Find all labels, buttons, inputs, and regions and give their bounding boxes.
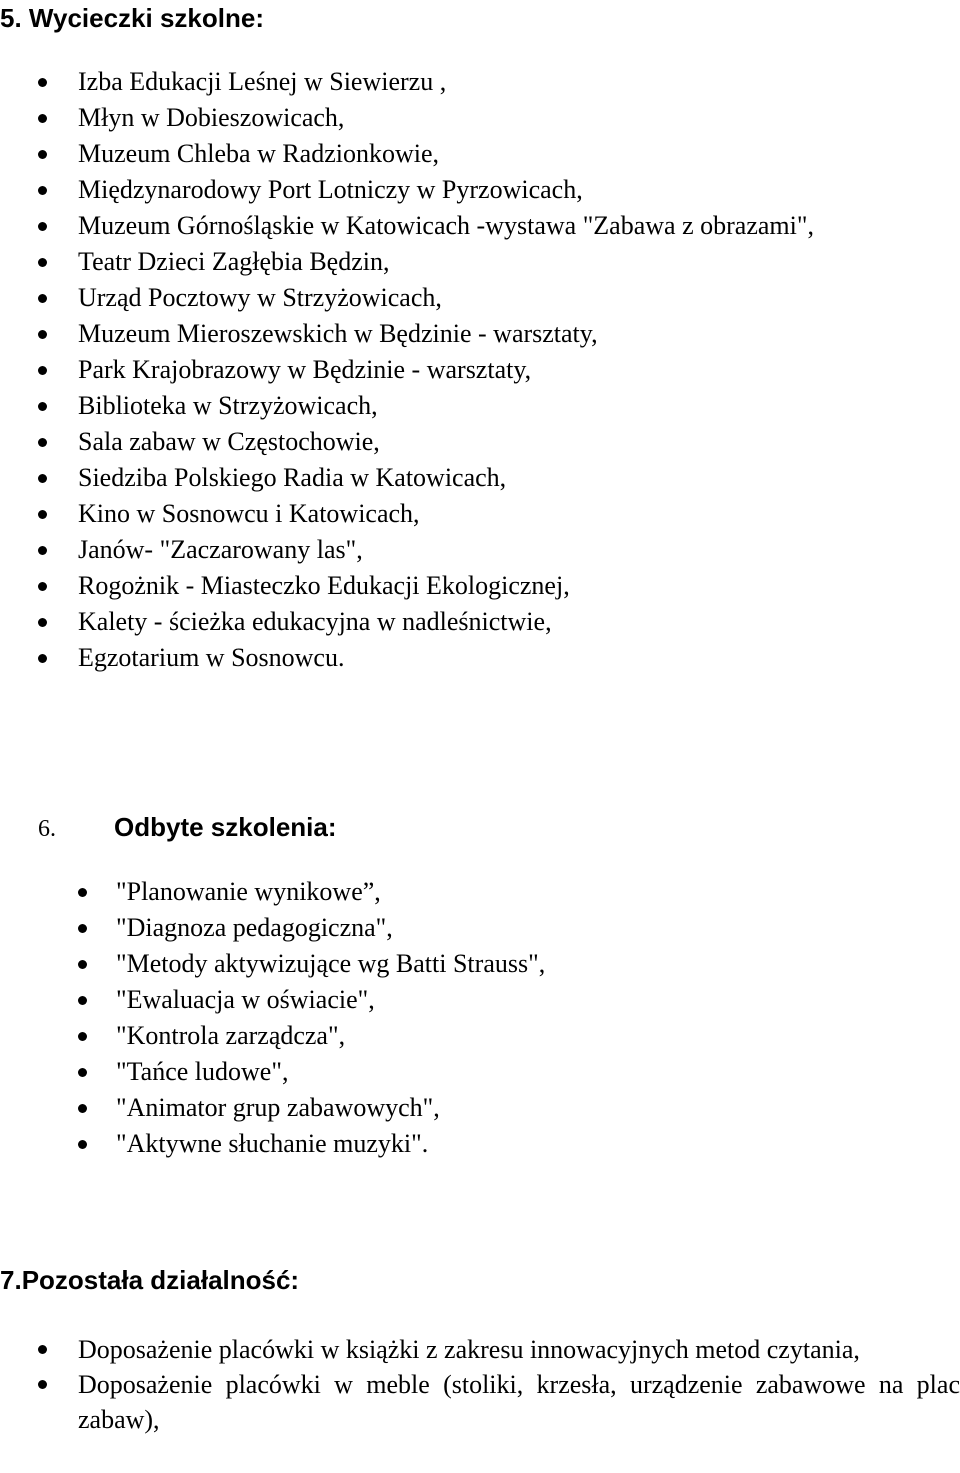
bullet-icon (38, 618, 47, 627)
bullet-icon (78, 1140, 87, 1149)
list-item (78, 64, 814, 100)
bullet-icon (38, 330, 47, 339)
bullet-icon (38, 1380, 47, 1389)
list-item-text: Teatr Dzieci Zagłębia Będzin, (78, 247, 390, 276)
list-item (78, 316, 814, 352)
bullet-icon (78, 960, 87, 969)
section-5-title: Wycieczki szkolne: (28, 3, 264, 33)
list-item-text: Muzeum Górnośląskie w Katowicach -wystawa "Zabawa z obrazami", (78, 211, 814, 240)
section-7-list (78, 1332, 960, 1437)
list-item (78, 424, 814, 460)
list-item (116, 982, 545, 1018)
section-5-heading (0, 3, 264, 33)
list-item-text: Sala zabaw w Częstochowie, (78, 427, 380, 456)
list-item-text: Urząd Pocztowy w Strzyżowicach, (78, 283, 442, 312)
list-item (78, 604, 814, 640)
list-item-text: Biblioteka w Strzyżowicach, (78, 391, 378, 420)
list-item-text: "Kontrola zarządcza", (116, 1021, 346, 1050)
section-6-number: 6. (38, 816, 56, 842)
list-item-text: "Ewaluacja w oświacie", (116, 985, 375, 1014)
list-item-text: Międzynarodowy Port Lotniczy w Pyrzowicach, (78, 175, 583, 204)
bullet-icon (38, 78, 47, 87)
list-item-text: "Diagnoza pedagogiczna", (116, 913, 393, 942)
list-item-text: Kino w Sosnowcu i Katowicach, (78, 499, 420, 528)
bullet-icon (38, 150, 47, 159)
bullet-icon (38, 582, 47, 591)
list-item-text: "Aktywne słuchanie muzyki". (116, 1129, 429, 1158)
list-item (78, 640, 814, 676)
section-6-title: Odbyte szkolenia: (114, 812, 337, 842)
list-item-text: Janów- "Zaczarowany las", (78, 535, 363, 564)
list-item (78, 244, 814, 280)
list-item-text: Siedziba Polskiego Radia w Katowicach, (78, 463, 507, 492)
list-item (116, 1018, 545, 1054)
section-5-list (78, 64, 814, 676)
bullet-icon (38, 366, 47, 375)
section-7-number: 7. (0, 1265, 22, 1295)
section-7-title: Pozostała działalność: (21, 1265, 300, 1295)
list-item-text: Doposażenie placówki w meble (stoliki, krzesła, urządzenie zabawowe na plac zabaw), (78, 1370, 960, 1434)
bullet-icon (38, 654, 47, 663)
bullet-icon (38, 222, 47, 231)
section-7-heading (0, 1265, 299, 1295)
list-item (116, 1090, 545, 1126)
list-item (78, 568, 814, 604)
list-item-text: "Tańce ludowe", (116, 1057, 289, 1086)
list-item-text: Muzeum Mieroszewskich w Będzinie - warsztaty, (78, 319, 598, 348)
list-item (78, 1367, 960, 1437)
list-item (116, 946, 545, 982)
bullet-icon (78, 924, 87, 933)
list-item (78, 100, 814, 136)
section-5-number: 5. (0, 3, 22, 33)
bullet-icon (38, 294, 47, 303)
list-item (78, 1332, 960, 1367)
list-item-text: Park Krajobrazowy w Będzinie - warsztaty, (78, 355, 532, 384)
section-6-list (116, 874, 545, 1162)
bullet-icon (38, 510, 47, 519)
section-6-heading (38, 812, 337, 844)
list-item (116, 1126, 545, 1162)
list-item (78, 388, 814, 424)
list-item (78, 496, 814, 532)
list-item (78, 208, 814, 244)
bullet-icon (78, 1068, 87, 1077)
list-item (78, 352, 814, 388)
bullet-icon (78, 888, 87, 897)
list-item (116, 874, 545, 910)
bullet-icon (38, 474, 47, 483)
bullet-icon (38, 546, 47, 555)
list-item (116, 910, 545, 946)
list-item (116, 1054, 545, 1090)
bullet-icon (78, 996, 87, 1005)
list-item-text: Izba Edukacji Leśnej w Siewierzu , (78, 67, 447, 96)
list-item (78, 532, 814, 568)
list-item (78, 172, 814, 208)
list-item-text: Kalety - ścieżka edukacyjna w nadleśnictwie, (78, 607, 552, 636)
list-item-text: Muzeum Chleba w Radzionkowie, (78, 139, 440, 168)
bullet-icon (38, 1345, 47, 1354)
list-item (78, 136, 814, 172)
list-item (78, 460, 814, 496)
bullet-icon (38, 186, 47, 195)
list-item-text: "Animator grup zabawowych", (116, 1093, 440, 1122)
bullet-icon (38, 114, 47, 123)
list-item-text: Młyn w Dobieszowicach, (78, 103, 345, 132)
list-item-text: Egzotarium w Sosnowcu. (78, 643, 345, 672)
bullet-icon (38, 402, 47, 411)
list-item-text: "Metody aktywizujące wg Batti Strauss", (116, 949, 546, 978)
list-item-text: Rogożnik - Miasteczko Edukacji Ekologicznej, (78, 571, 570, 600)
bullet-icon (78, 1032, 87, 1041)
bullet-icon (78, 1104, 87, 1113)
bullet-icon (38, 438, 47, 447)
bullet-icon (38, 258, 47, 267)
list-item-text: Doposażenie placówki w książki z zakresu innowacyjnych metod czytania, (78, 1335, 860, 1364)
list-item (78, 280, 814, 316)
list-item-text: "Planowanie wynikowe”, (116, 877, 381, 906)
